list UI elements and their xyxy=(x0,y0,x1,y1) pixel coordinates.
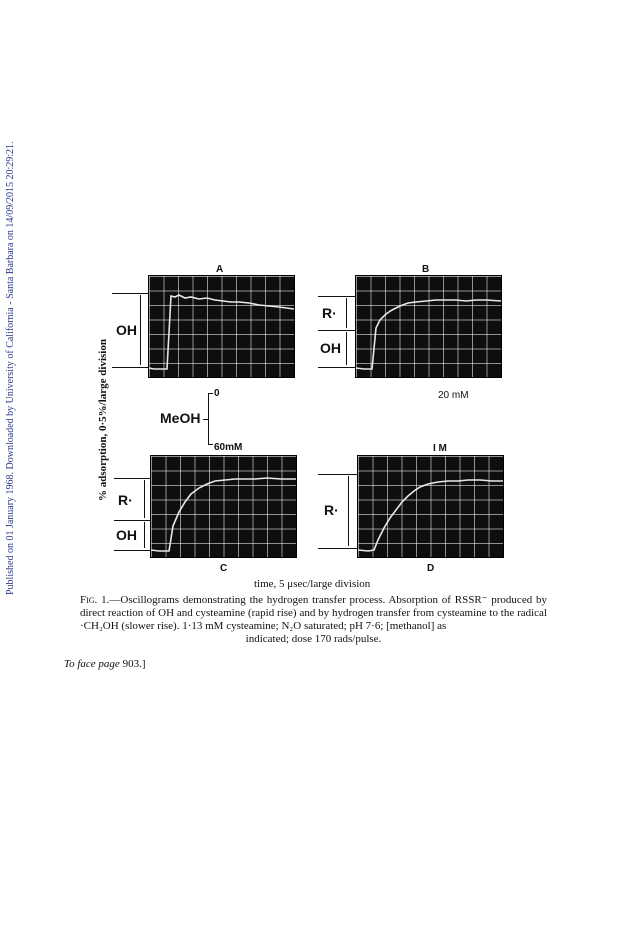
arrow-oh-a xyxy=(140,295,141,365)
ref-line-b-bottom xyxy=(318,367,355,368)
ref-line-c-top xyxy=(114,478,150,479)
meoh-bracket-top xyxy=(208,393,213,394)
ref-line-a-top xyxy=(112,293,148,294)
oscillogram-a xyxy=(148,275,295,378)
label-r-d: R· xyxy=(324,502,339,518)
label-oh-c: OH xyxy=(116,527,137,543)
oscillogram-b xyxy=(355,275,502,378)
label-r-b: R· xyxy=(322,305,337,321)
panel-letter-b: B xyxy=(422,264,430,275)
caption-body: —Oscillograms demonstrating the hydrogen transfer process. Absorption of RSSR⁻ produced by direct reaction of OH and cysteamine (rapid rise) and by hydrogen transfer from cysteamine to the radical ·CH₂OH (slower rise). 1·13 mM cysteamine; N₂O saturated; pH 7·6; [methanol] as xyxy=(80,594,548,632)
conc-label-1m: I M xyxy=(433,443,447,454)
arrow-r-d xyxy=(348,476,349,546)
trace-d xyxy=(358,456,503,557)
ref-line-b-mid xyxy=(318,330,355,331)
trace-c xyxy=(151,456,296,557)
trace-a xyxy=(149,276,294,377)
panel-letter-c: C xyxy=(220,563,228,574)
ref-line-b-top xyxy=(318,296,355,297)
arrow-oh-b xyxy=(346,332,347,365)
trace-b xyxy=(356,276,501,377)
label-meoh: MeOH xyxy=(160,410,201,426)
ref-line-c-mid xyxy=(114,520,150,521)
caption-last-line: indicated; dose 170 rads/pulse. xyxy=(245,633,382,645)
label-oh-b: OH xyxy=(320,340,341,356)
conc-label-0: 0 xyxy=(214,388,220,399)
ref-line-c-bottom xyxy=(114,550,150,551)
oscillogram-c xyxy=(150,455,297,558)
oscillogram-d xyxy=(357,455,504,558)
ref-line-d-bottom xyxy=(318,548,357,549)
meoh-bracket xyxy=(208,393,209,445)
y-axis-label: % adsorption, 0·5%/large division xyxy=(97,339,109,501)
panel-letter-a: A xyxy=(216,264,224,275)
x-axis-label: time, 5 μsec/large division xyxy=(254,578,371,590)
conc-label-60mm: 60mM xyxy=(214,442,243,453)
footer-page: 903.] xyxy=(119,658,146,670)
arrow-r-c xyxy=(144,480,145,518)
conc-label-20mm: 20 mM xyxy=(438,390,469,401)
meoh-pointer xyxy=(203,419,208,420)
page-footer xyxy=(64,658,145,670)
panel-letter-d: D xyxy=(427,563,435,574)
ref-line-a-bottom xyxy=(112,367,148,368)
caption-fig-label: Fig. 1. xyxy=(80,594,110,606)
figure-caption xyxy=(80,594,547,646)
label-oh-a: OH xyxy=(116,322,137,338)
arrow-oh-c xyxy=(144,522,145,548)
arrow-r-b xyxy=(346,298,347,328)
publication-note: Published on 01 January 1968. Downloaded by University of California - Santa Barbara on 14/09/2015 20:29:21. xyxy=(5,141,16,595)
label-r-c: R· xyxy=(118,492,133,508)
meoh-bracket-bottom xyxy=(208,444,213,445)
ref-line-d-top xyxy=(318,474,357,475)
footer-italic: To face page xyxy=(64,658,120,670)
